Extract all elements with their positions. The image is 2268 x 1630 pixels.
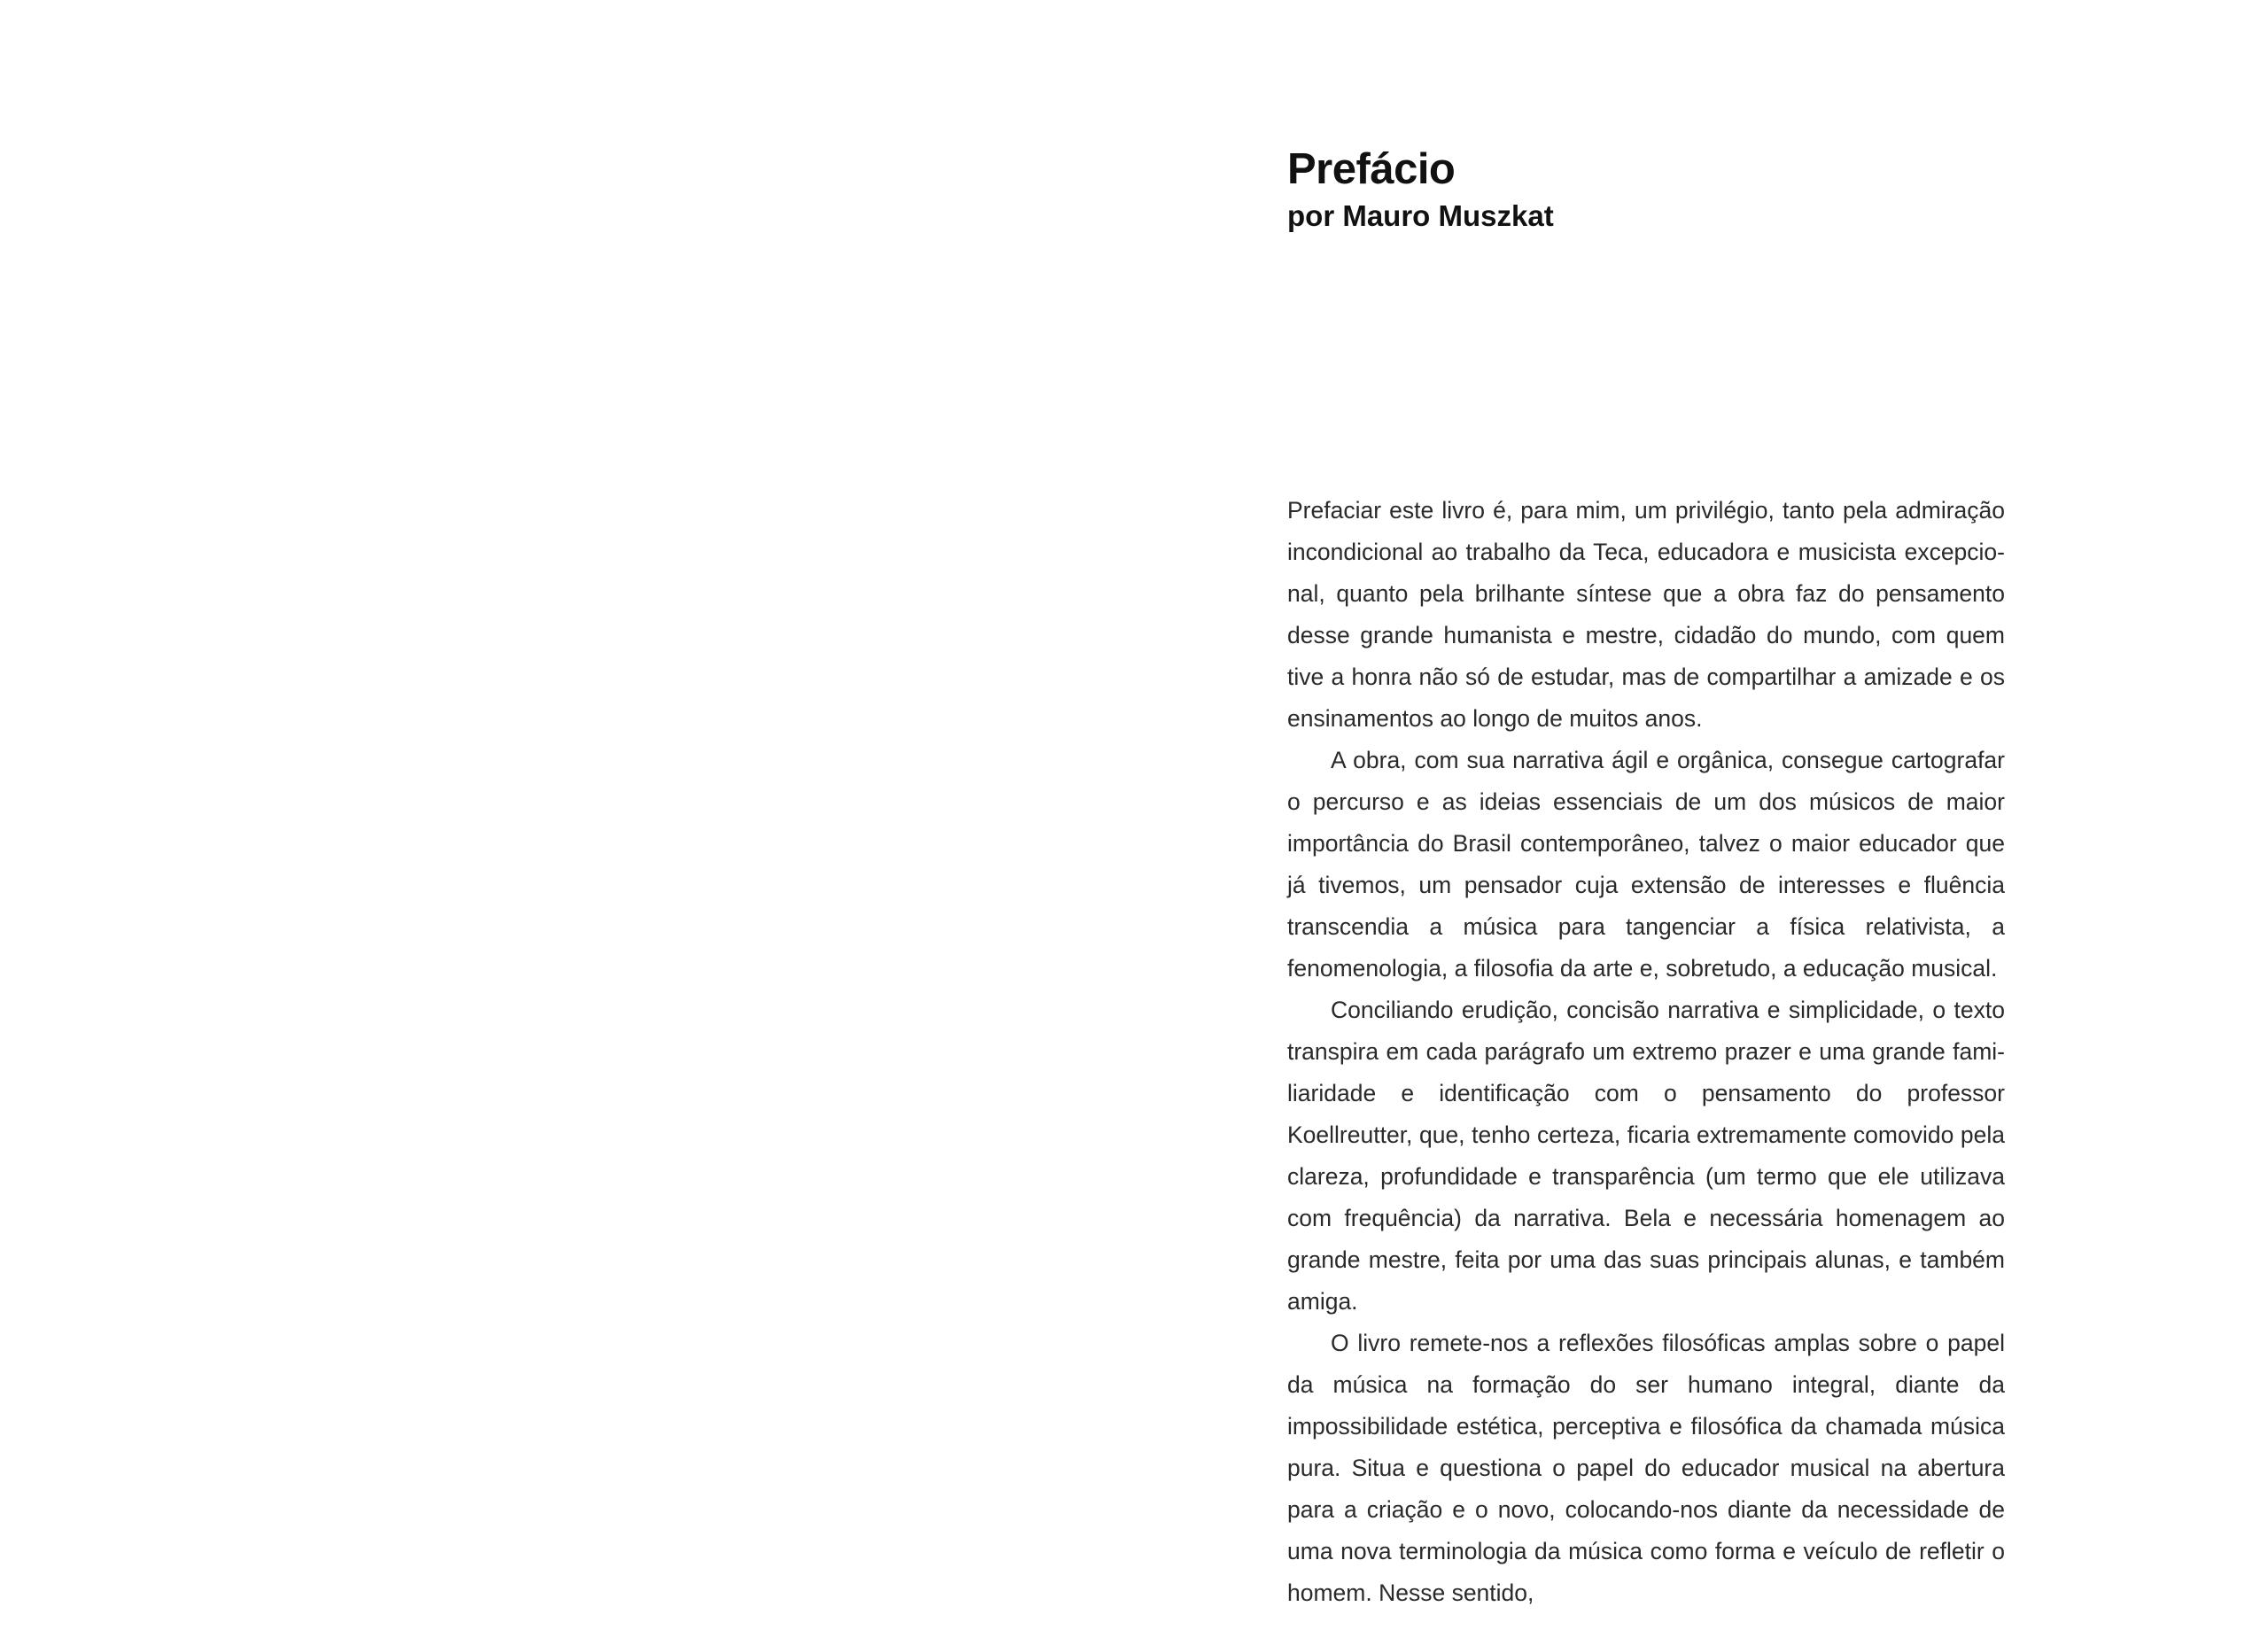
chapter-title: Prefácio (1287, 145, 1456, 193)
chapter-heading (1287, 142, 2014, 236)
paragraph-4: O livro remete-nos a reflexões filosóficas amplas sobre o papel da música na formação do ser humano integral, diante da impossibilidade estética, perceptiva e filosófica da chamada música pura. Situa e questiona o papel do educador musical na abertura para a criação e o novo, colocando-nos diante da necessidade de uma nova terminologia da música como forma e veículo de refletir o homem. Nesse sentido, (1287, 1330, 2005, 1606)
paragraph-1: Prefaciar este livro é, para mim, um privilégio, tanto pela admiração incondicional ao trabalho da Teca, educadora e musicista excepcional, quanto pela brilhante síntese que a obra faz do pensamento desse grande humanista e mestre, cidadão do mundo, com quem tive a honra não só de estudar, mas de compartilhar a amizade e os ensinamentos ao longo de muitos anos. (1287, 497, 2005, 732)
paragraph-2: A obra, com sua narrativa ágil e orgânica, consegue cartografar o percurso e as ideias essenciais de um dos músicos de maior importância do Brasil contemporâneo, talvez o maior educador que já tivemos, um pensador cuja extensão de interesses e fluência transcendia a música para tangenciar a física relativista, a fenomenologia, a filosofia da arte e, sobretudo, a educação musical. (1287, 747, 2005, 982)
author-byline: por Mauro Muszkat (1287, 199, 1554, 232)
body-text (1287, 490, 2005, 1614)
paragraph-3: Conciliando erudição, concisão narrativa e simplicidade, o texto transpira em cada parágrafo um extremo prazer e uma grande familiaridade e identificação com o pensamento do professor Koellreutter, que, tenho certeza, ficaria extremamente comovido pela clareza, profundidade e transparência (um termo que ele utilizava com frequência) da narrativa. Bela e necessária homenagem ao grande mestre, feita por uma das suas principais alunas, e também amiga. (1287, 997, 2005, 1315)
